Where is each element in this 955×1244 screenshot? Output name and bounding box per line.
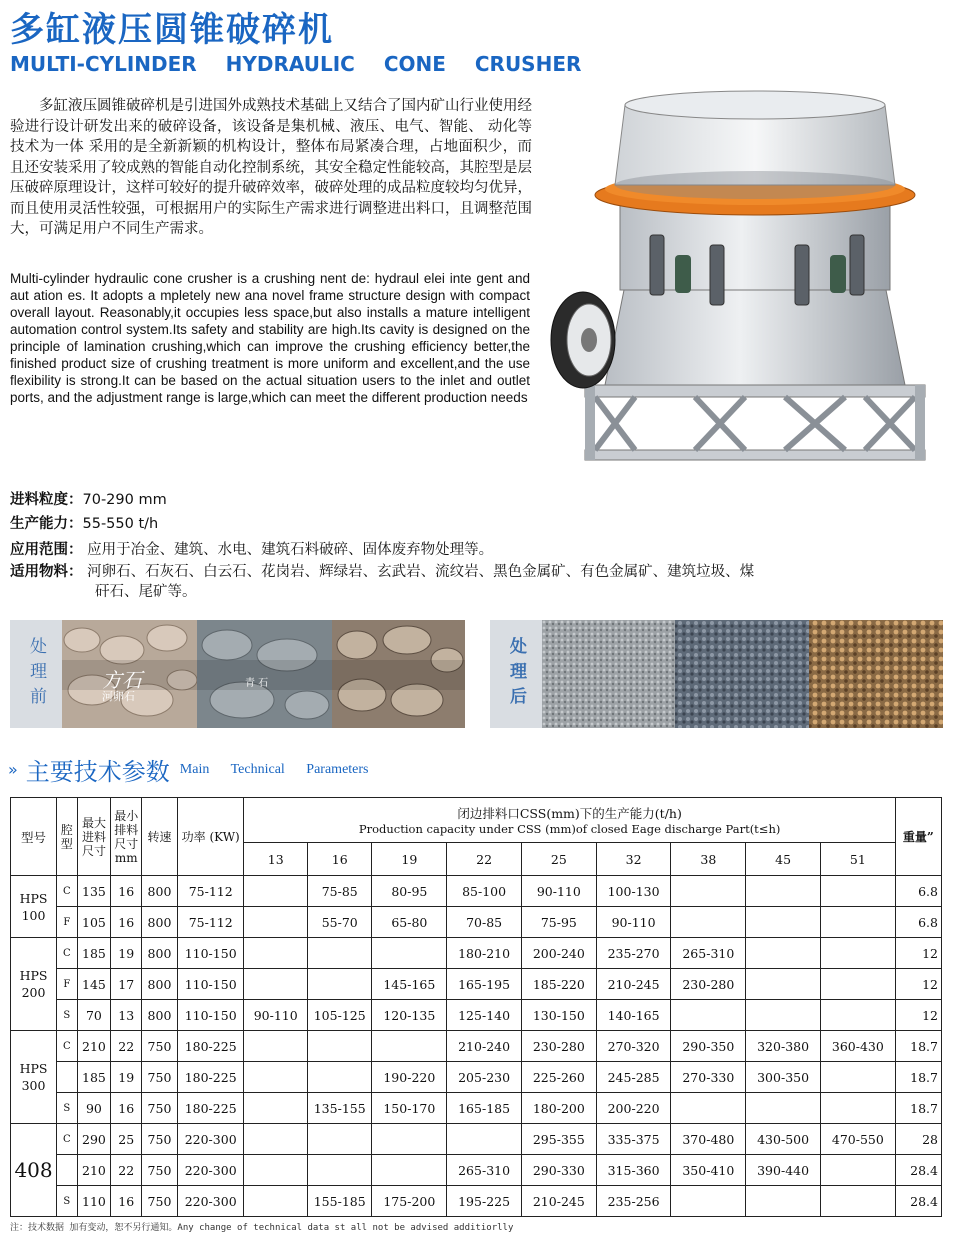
capacity-cell <box>671 907 746 938</box>
capacity-cell <box>746 938 821 969</box>
power-cell: 180-225 <box>177 1093 244 1124</box>
capacity-cell: 235-270 <box>596 938 671 969</box>
capacity-cell <box>746 907 821 938</box>
capacity-cell: 210-240 <box>447 1031 522 1062</box>
max-feed-cell: 210 <box>77 1031 111 1062</box>
table-row <box>11 1155 942 1186</box>
max-feed-cell: 210 <box>77 1155 111 1186</box>
max-feed-cell: 185 <box>77 938 111 969</box>
capacity-cell: 55-70 <box>307 907 372 938</box>
spec-capacity <box>10 514 158 534</box>
capacity-cell: 105-125 <box>307 1000 372 1031</box>
capacity-cell: 185-220 <box>521 969 596 1000</box>
min-discharge-cell: 13 <box>111 1000 142 1031</box>
capacity-cell: 290-330 <box>521 1155 596 1186</box>
col-capacity-group <box>244 798 895 843</box>
min-discharge-cell: 19 <box>111 1062 142 1093</box>
capacity-cell: 390-440 <box>746 1155 821 1186</box>
cone-crusher-image <box>545 85 945 475</box>
capacity-cell <box>372 1155 447 1186</box>
power-cell: 110-150 <box>177 1000 244 1031</box>
col-power: 功率 (KW) <box>177 798 244 876</box>
weight-cell: 12 <box>895 969 941 1000</box>
min-discharge-cell: 19 <box>111 938 142 969</box>
capacity-cell <box>244 1186 307 1217</box>
parameters-table <box>10 797 942 1217</box>
before-label: 处理前 <box>26 636 46 712</box>
cavity-cell <box>57 1155 77 1186</box>
capacity-cell: 225-260 <box>521 1062 596 1093</box>
capacity-cell: 270-320 <box>596 1031 671 1062</box>
capacity-cell <box>671 1093 746 1124</box>
speed-cell: 800 <box>142 876 178 907</box>
spec-mat-value: 河卵石、石灰石、白云石、花岗岩、辉绿岩、玄武岩、流纹岩、黑色金属矿、有色金属矿、建筑垃圾、煤 <box>87 564 755 580</box>
capacity-cell <box>307 1155 372 1186</box>
power-cell: 180-225 <box>177 1031 244 1062</box>
capacity-cell <box>820 1000 895 1031</box>
capacity-cell <box>820 1093 895 1124</box>
capacity-cell: 175-200 <box>372 1186 447 1217</box>
col-css-19: 19 <box>372 843 447 876</box>
cavity-cell: F <box>57 907 77 938</box>
section-title-cn: 主要技术参数 <box>25 758 170 786</box>
capacity-cell <box>372 938 447 969</box>
min-discharge-cell: 16 <box>111 1186 142 1217</box>
table-row <box>11 1062 942 1093</box>
before-caption-1b: 河卵石 <box>102 690 135 703</box>
capacity-cell <box>244 907 307 938</box>
spec-cap-label: 生产能力： <box>10 516 83 532</box>
power-cell: 110-150 <box>177 938 244 969</box>
section-title <box>8 752 369 787</box>
capacity-cell: 230-280 <box>671 969 746 1000</box>
capacity-cell <box>244 1062 307 1093</box>
capacity-cell: 295-355 <box>521 1124 596 1155</box>
capacity-cell: 430-500 <box>746 1124 821 1155</box>
capacity-cell: 470-550 <box>820 1124 895 1155</box>
capacity-title-en: Production capacity under CSS (mm)of closed Eage discharge Part(t≤h) <box>358 822 781 836</box>
spec-mat-value-cont: 矸石、尾矿等。 <box>95 584 197 600</box>
capacity-cell: 335-375 <box>596 1124 671 1155</box>
speed-cell: 800 <box>142 1000 178 1031</box>
before-caption-1: 方石 <box>102 668 142 692</box>
capacity-cell <box>307 969 372 1000</box>
capacity-cell <box>746 876 821 907</box>
capacity-cell <box>820 938 895 969</box>
capacity-cell: 235-256 <box>596 1186 671 1217</box>
capacity-cell: 180-200 <box>521 1093 596 1124</box>
capacity-cell: 265-310 <box>447 1155 522 1186</box>
cavity-cell: C <box>57 1124 77 1155</box>
capacity-cell <box>307 938 372 969</box>
capacity-cell: 300-350 <box>746 1062 821 1093</box>
after-label: 处理后 <box>506 636 526 712</box>
col-max-feed: 最大进料尺寸 <box>77 798 111 876</box>
col-css-22: 22 <box>447 843 522 876</box>
max-feed-cell: 90 <box>77 1093 111 1124</box>
table-row <box>11 876 942 907</box>
spec-feed-label: 进料粒度： <box>10 492 83 508</box>
min-discharge-cell: 25 <box>111 1124 142 1155</box>
cavity-cell: S <box>57 1000 77 1031</box>
capacity-cell: 315-360 <box>596 1155 671 1186</box>
model-cell: HPS 100 <box>11 876 57 938</box>
capacity-cell <box>447 1124 522 1155</box>
speed-cell: 750 <box>142 1093 178 1124</box>
max-feed-cell: 105 <box>77 907 111 938</box>
capacity-cell: 360-430 <box>820 1031 895 1062</box>
spec-mat-label: 适用物料： <box>10 564 83 580</box>
intro-english: Multi-cylinder hydraulic cone crusher is a crushing nent de: hydraul elei inte gent and aut ation es. It adopts a mpletely new ana novel frame structure design with compact overall layout. Reasonably,it occupies less space,but also installs a mature intelligent automation control system.Its safety and stability are high.Its cavity is designed on the principle of lamination crushing,which can improve the crushing efficiency better,the finished product size of crushing treatment is more uniform and excellent,and the use flexibility is strong.It can be based on the actual situation users to the inlet and outlet ports, and the adjustment range is large,which can meet the different production needs <box>10 271 530 405</box>
weight-cell: 28 <box>895 1124 941 1155</box>
power-cell: 220-300 <box>177 1124 244 1155</box>
speed-cell: 800 <box>142 969 178 1000</box>
capacity-cell <box>244 1031 307 1062</box>
capacity-cell: 210-245 <box>521 1186 596 1217</box>
col-css-51: 51 <box>820 843 895 876</box>
page-title: 多缸液压圆锥破碎机 <box>10 10 334 50</box>
page-subtitle: MULTI-CYLINDER HYDRAULIC CONE CRUSHER <box>10 52 582 76</box>
capacity-cell: 80-95 <box>372 876 447 907</box>
speed-cell: 800 <box>142 938 178 969</box>
capacity-cell: 270-330 <box>671 1062 746 1093</box>
min-discharge-cell: 17 <box>111 969 142 1000</box>
capacity-cell: 100-130 <box>596 876 671 907</box>
capacity-cell: 265-310 <box>671 938 746 969</box>
capacity-cell <box>372 1124 447 1155</box>
speed-cell: 750 <box>142 1186 178 1217</box>
capacity-cell: 70-85 <box>447 907 522 938</box>
capacity-cell: 125-140 <box>447 1000 522 1031</box>
min-discharge-cell: 22 <box>111 1155 142 1186</box>
capacity-cell: 75-85 <box>307 876 372 907</box>
capacity-cell <box>671 1186 746 1217</box>
capacity-cell: 155-185 <box>307 1186 372 1217</box>
speed-cell: 750 <box>142 1062 178 1093</box>
capacity-cell: 145-165 <box>372 969 447 1000</box>
capacity-cell: 180-210 <box>447 938 522 969</box>
col-css-32: 32 <box>596 843 671 876</box>
table-row <box>11 938 942 969</box>
col-min-discharge: 最小排料尺寸 mm <box>111 798 142 876</box>
power-cell: 220-300 <box>177 1186 244 1217</box>
power-cell: 75-112 <box>177 907 244 938</box>
weight-cell: 12 <box>895 938 941 969</box>
speed-cell: 800 <box>142 907 178 938</box>
cavity-cell: C <box>57 876 77 907</box>
cavity-cell: C <box>57 938 77 969</box>
capacity-cell: 245-285 <box>596 1062 671 1093</box>
col-css-25: 25 <box>521 843 596 876</box>
cavity-cell: S <box>57 1186 77 1217</box>
capacity-cell: 205-230 <box>447 1062 522 1093</box>
min-discharge-cell: 16 <box>111 907 142 938</box>
capacity-cell: 90-110 <box>244 1000 307 1031</box>
power-cell: 75-112 <box>177 876 244 907</box>
capacity-cell <box>746 1186 821 1217</box>
speed-cell: 750 <box>142 1124 178 1155</box>
spec-app-value: 应用于冶金、建筑、水电、建筑石料破碎、固体废弃物处理等。 <box>87 542 494 558</box>
table-row <box>11 1000 942 1031</box>
max-feed-cell: 290 <box>77 1124 111 1155</box>
before-panel <box>10 620 465 728</box>
weight-cell: 28.4 <box>895 1186 941 1217</box>
capacity-cell: 320-380 <box>746 1031 821 1062</box>
table-row <box>11 969 942 1000</box>
capacity-cell: 75-95 <box>521 907 596 938</box>
col-css-16: 16 <box>307 843 372 876</box>
footnote: 注：技术数据 加有变动，恕不另行通知。Any change of technical data st all not be advised additiorlly <box>10 1223 514 1233</box>
after-panel <box>490 620 943 728</box>
spec-cap-value: 55-550 t/h <box>82 516 159 532</box>
weight-cell: 12 <box>895 1000 941 1031</box>
cavity-cell: S <box>57 1093 77 1124</box>
capacity-cell <box>244 969 307 1000</box>
max-feed-cell: 135 <box>77 876 111 907</box>
capacity-cell <box>746 1093 821 1124</box>
table-row <box>11 907 942 938</box>
capacity-cell: 140-165 <box>596 1000 671 1031</box>
capacity-cell <box>746 969 821 1000</box>
max-feed-cell: 110 <box>77 1186 111 1217</box>
max-feed-cell: 145 <box>77 969 111 1000</box>
capacity-cell: 210-245 <box>596 969 671 1000</box>
before-caption-2: 青 石 <box>245 678 269 689</box>
capacity-cell <box>244 938 307 969</box>
power-cell: 110-150 <box>177 969 244 1000</box>
section-arrow-icon: » <box>8 760 18 779</box>
crushed-stone-photo <box>542 620 943 728</box>
capacity-cell: 290-350 <box>671 1031 746 1062</box>
capacity-cell <box>244 1093 307 1124</box>
min-discharge-cell: 16 <box>111 1093 142 1124</box>
section-title-en: Main Technical Parameters <box>179 761 369 777</box>
max-feed-cell: 185 <box>77 1062 111 1093</box>
capacity-cell <box>307 1031 372 1062</box>
capacity-cell: 195-225 <box>447 1186 522 1217</box>
capacity-cell: 90-110 <box>521 876 596 907</box>
capacity-cell <box>244 1155 307 1186</box>
capacity-cell <box>372 1031 447 1062</box>
capacity-cell <box>820 1155 895 1186</box>
model-cell: HPS 300 <box>11 1031 57 1124</box>
speed-cell: 750 <box>142 1155 178 1186</box>
min-discharge-cell: 22 <box>111 1031 142 1062</box>
capacity-cell <box>820 969 895 1000</box>
cavity-cell <box>57 1062 77 1093</box>
capacity-cell: 150-170 <box>372 1093 447 1124</box>
capacity-cell <box>307 1062 372 1093</box>
capacity-cell: 90-110 <box>596 907 671 938</box>
capacity-cell: 350-410 <box>671 1155 746 1186</box>
cavity-cell: F <box>57 969 77 1000</box>
col-cavity: 腔型 <box>57 798 77 876</box>
capacity-cell: 200-240 <box>521 938 596 969</box>
col-weight: 重量” <box>895 798 941 876</box>
spec-feed-size <box>10 490 167 510</box>
capacity-cell: 200-220 <box>596 1093 671 1124</box>
capacity-cell: 85-100 <box>447 876 522 907</box>
capacity-cell: 130-150 <box>521 1000 596 1031</box>
spec-application <box>10 540 493 560</box>
capacity-cell: 135-155 <box>307 1093 372 1124</box>
spec-app-label: 应用范围： <box>10 542 83 558</box>
col-css-38: 38 <box>671 843 746 876</box>
capacity-cell <box>244 1124 307 1155</box>
capacity-cell: 190-220 <box>372 1062 447 1093</box>
weight-cell: 18.7 <box>895 1062 941 1093</box>
weight-cell: 6.8 <box>895 907 941 938</box>
weight-cell: 18.7 <box>895 1031 941 1062</box>
capacity-cell <box>820 876 895 907</box>
model-cell: 408 <box>11 1124 57 1217</box>
spec-materials <box>10 562 905 602</box>
power-cell: 220-300 <box>177 1155 244 1186</box>
intro-chinese: 多缸液压圆锥破碎机是引进国外成熟技术基础上又结合了国内矿山行业使用经验进行设计研发出来的破碎设备，该设备是集机械、液压、电气、智能、 动化等技术为一体 采用的是全新新颖的机构设计，整体布局紧凑合理，占地面积少，而且还安装采用了较成熟的智能自动化控制系统，其安全稳定性能较高，其腔型是层压破碎原理设计，这样可较好的提升破碎效率，破碎处理的成品粒度较均匀优异，而且使用灵活性较强，可根据用户的实际生产需求进行调整进出料口，且调整范围大，可满足用户不同生产需求。 <box>10 98 532 237</box>
capacity-cell <box>746 1000 821 1031</box>
capacity-cell <box>244 876 307 907</box>
capacity-cell <box>820 1186 895 1217</box>
col-css-45: 45 <box>746 843 821 876</box>
col-speed: 转速 <box>142 798 178 876</box>
model-cell: HPS 200 <box>11 938 57 1031</box>
capacity-cell: 165-185 <box>447 1093 522 1124</box>
capacity-cell: 230-280 <box>521 1031 596 1062</box>
capacity-cell <box>671 1000 746 1031</box>
weight-cell: 6.8 <box>895 876 941 907</box>
col-model: 型号 <box>11 798 57 876</box>
min-discharge-cell: 16 <box>111 876 142 907</box>
capacity-cell <box>820 1062 895 1093</box>
table-row <box>11 1093 942 1124</box>
parameters-body <box>11 876 942 1217</box>
capacity-cell <box>820 907 895 938</box>
table-row <box>11 1031 942 1062</box>
col-css-13: 13 <box>244 843 307 876</box>
power-cell: 180-225 <box>177 1062 244 1093</box>
weight-cell: 18.7 <box>895 1093 941 1124</box>
speed-cell: 750 <box>142 1031 178 1062</box>
capacity-cell: 165-195 <box>447 969 522 1000</box>
capacity-cell <box>307 1124 372 1155</box>
weight-cell: 28.4 <box>895 1155 941 1186</box>
capacity-cell: 65-80 <box>372 907 447 938</box>
capacity-cell: 120-135 <box>372 1000 447 1031</box>
max-feed-cell: 70 <box>77 1000 111 1031</box>
table-row <box>11 1186 942 1217</box>
capacity-cell: 370-480 <box>671 1124 746 1155</box>
capacity-cell <box>671 876 746 907</box>
spec-feed-value: 70-290 mm <box>82 492 167 508</box>
capacity-title-cn: 闭边排料口CSS(mm)下的生产能力(t/h) <box>457 806 682 821</box>
table-row <box>11 1124 942 1155</box>
cavity-cell: C <box>57 1031 77 1062</box>
